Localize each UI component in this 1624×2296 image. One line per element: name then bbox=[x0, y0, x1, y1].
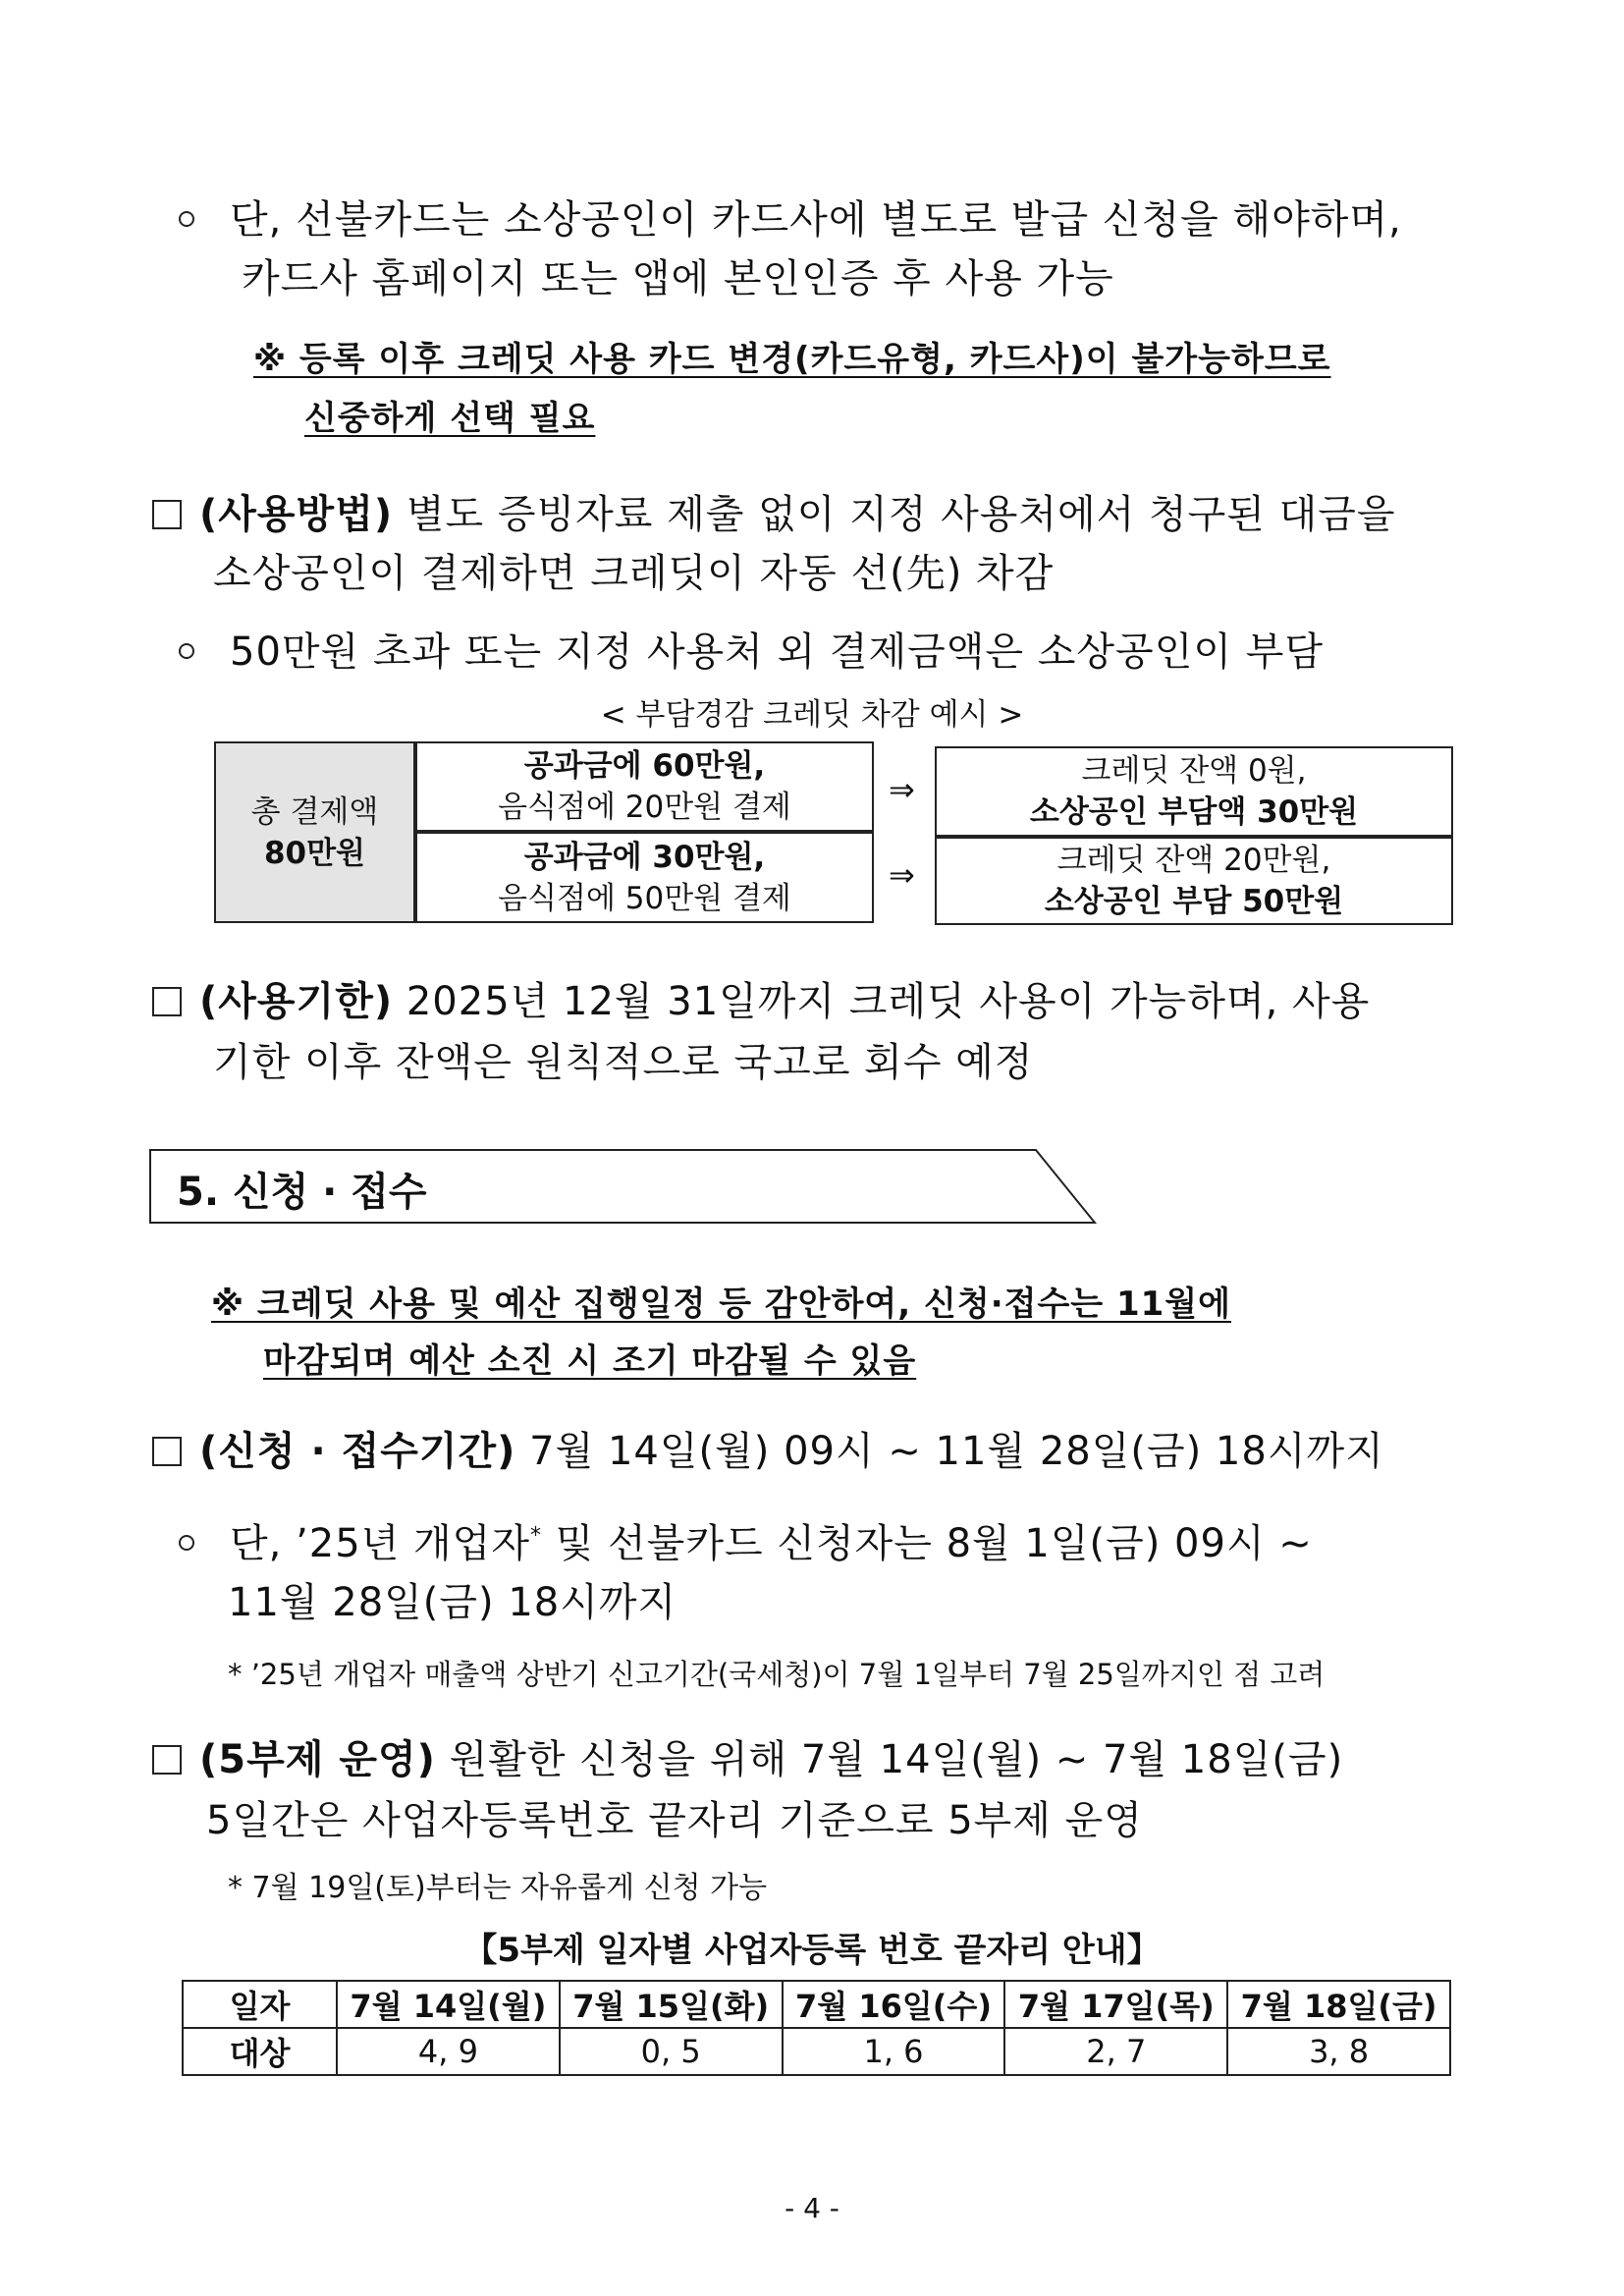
bullet-prepaid-cont: 카드사 홈페이지 또는 앱에 본인인증 후 사용 가능 bbox=[242, 256, 1114, 301]
apply-period: (신청 · 접수기간) 7월 14일(월) 09시 ~ 11월 28일(금) 18시까지 bbox=[152, 1420, 1384, 1476]
note-card-change-cont: 신중하게 선택 필요 bbox=[304, 399, 596, 438]
usage-period: (사용기한) 2025년 12월 31일까지 크레딧 사용이 가능하며, 사용 bbox=[152, 970, 1370, 1026]
arrow-right-icon: ⇒ bbox=[889, 771, 915, 808]
date-cell: 7월 18일(금) bbox=[1227, 1981, 1450, 2028]
total-payment-cell: 총 결제액 80만원 bbox=[214, 741, 415, 923]
bullet-over-limit: 50만원 초과 또는 지정 사용처 외 결제금액은 소상공인이 부담 bbox=[179, 621, 1324, 677]
checkbox-bullet-icon bbox=[152, 1745, 182, 1775]
date-cell: 7월 17일(목) bbox=[1004, 1981, 1227, 2028]
target-cell: 1, 6 bbox=[783, 2028, 1005, 2075]
note-deadline: ※ 크레딧 사용 및 예산 집행일정 등 감안하여, 신청·접수는 11월에 bbox=[211, 1285, 1231, 1324]
table-row bbox=[183, 2028, 1450, 2075]
table-title: 【5부제 일자별 사업자등록 번호 끝자리 안내】 bbox=[463, 1931, 1161, 1970]
case1-cell: 공과금에 60만원, 음식점에 20만원 결제 bbox=[415, 741, 874, 832]
target-cell: 0, 5 bbox=[560, 2028, 783, 2075]
rotation-cont: 5일간은 사업자등록번호 끝자리 기준으로 5부제 운영 bbox=[206, 1798, 1143, 1843]
case2-cell: 공과금에 30만원, 음식점에 50만원 결제 bbox=[415, 832, 874, 923]
page-number: - 4 - bbox=[785, 2192, 839, 2224]
example-title: < 부담경감 크레딧 차감 예시 > bbox=[600, 697, 1024, 733]
result2-cell: 크레딧 잔액 20만원, 소상공인 부담 50만원 bbox=[935, 837, 1453, 925]
row-label-date: 일자 bbox=[183, 1981, 337, 2028]
date-cell: 7월 15일(화) bbox=[560, 1981, 783, 2028]
result1-cell: 크레딧 잔액 0원, 소상공인 부담액 30만원 bbox=[935, 746, 1453, 837]
rotation: (5부제 운영) 원활한 신청을 위해 7월 14일(월) ~ 7월 18일(금) bbox=[152, 1728, 1343, 1784]
usage-method-cont: 소상공인이 결제하면 크레딧이 자동 선(先) 차감 bbox=[213, 551, 1055, 596]
circle-bullet-icon bbox=[179, 643, 194, 659]
note-deadline-cont: 마감되며 예산 소진 시 조기 마감될 수 있음 bbox=[263, 1341, 917, 1381]
date-cell: 7월 16일(수) bbox=[783, 1981, 1005, 2028]
target-cell: 2, 7 bbox=[1004, 2028, 1227, 2075]
target-cell: 4, 9 bbox=[337, 2028, 560, 2075]
footnote-rotation: * 7월 19일(토)부터는 자유롭게 신청 가능 bbox=[228, 1871, 768, 1905]
bullet-new-biz: 단, ’25년 개업자* 및 선불카드 신청자는 8월 1일(금) 09시 ~ bbox=[179, 1512, 1313, 1568]
target-cell: 3, 8 bbox=[1227, 2028, 1450, 2075]
row-label-target: 대상 bbox=[183, 2028, 337, 2075]
checkbox-bullet-icon bbox=[152, 1437, 182, 1466]
circle-bullet-icon bbox=[179, 211, 194, 227]
section-heading: 5. 신청 · 접수 bbox=[177, 1170, 427, 1215]
note-card-change: ※ 등록 이후 크레딧 사용 카드 변경(카드유형, 카드사)이 불가능하므로 bbox=[253, 340, 1331, 379]
checkbox-bullet-icon bbox=[152, 500, 182, 529]
table-row bbox=[183, 1981, 1450, 2028]
usage-period-cont: 기한 이후 잔액은 원칙적으로 국고로 회수 예정 bbox=[213, 1040, 1034, 1085]
footnote-new-biz: * ’25년 개업자 매출액 상반기 신고기간(국세청)이 7월 1일부터 7월 25일까지인 점 고려 bbox=[228, 1658, 1326, 1691]
usage-method: (사용방법) 별도 증빙자료 제출 없이 지정 사용처에서 청구된 대금을 bbox=[152, 483, 1396, 539]
bullet-prepaid: 단, 선불카드는 소상공인이 카드사에 별도로 발급 신청을 해야하며, bbox=[179, 189, 1402, 245]
checkbox-bullet-icon bbox=[152, 987, 182, 1016]
circle-bullet-icon bbox=[179, 1535, 194, 1551]
rotation-table bbox=[182, 1980, 1451, 2076]
date-cell: 7월 14일(월) bbox=[337, 1981, 560, 2028]
arrow-right-icon: ⇒ bbox=[889, 856, 915, 894]
bullet-new-biz-cont: 11월 28일(금) 18시까지 bbox=[228, 1580, 677, 1625]
